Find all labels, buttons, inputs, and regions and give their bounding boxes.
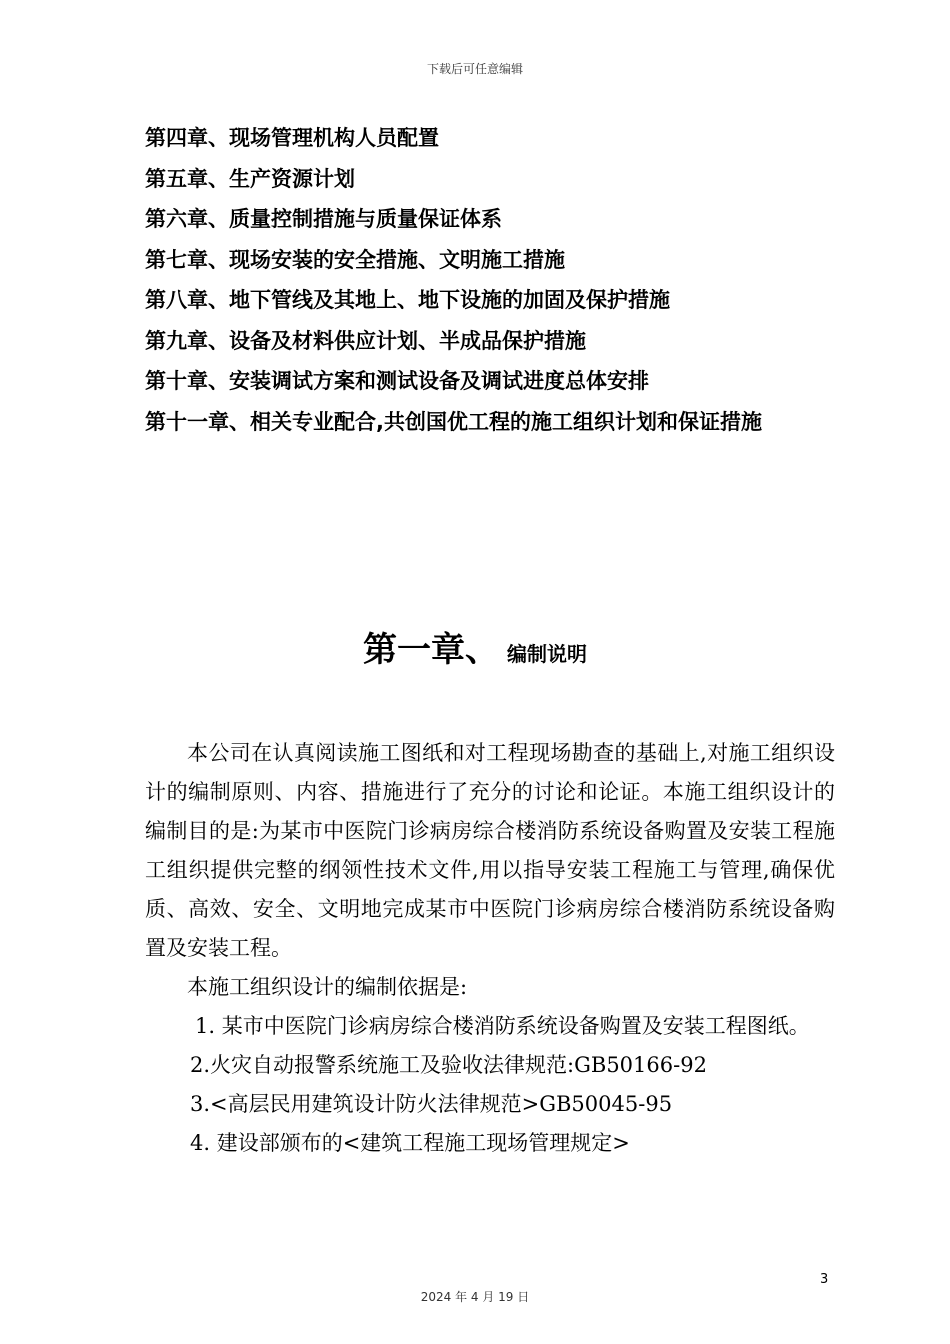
page-header: 下载后可任意编辑	[426, 62, 523, 76]
list-item: 1. 某市中医院门诊病房综合楼消防系统设备购置及安装工程图纸。	[195, 1014, 810, 1038]
list-item: 2.火灾自动报警系统施工及验收法律规范:GB50166-92	[190, 1053, 707, 1077]
chapter-title: 编制说明	[507, 642, 587, 666]
chapter-number: 第一章、	[363, 630, 499, 670]
toc-item: 第九章、设备及材料供应计划、半成品保护措施	[145, 328, 586, 353]
page-number: 3	[820, 1272, 829, 1287]
basis-list	[145, 1007, 835, 1163]
page-footer-date: 2024 年 4 月 19 日	[420, 1290, 530, 1304]
basis-intro: 本施工组织设计的编制依据是:	[187, 975, 468, 999]
list-item: 3.<高层民用建筑设计防火法律规范>GB50045-95	[190, 1092, 673, 1116]
chapter-heading	[0, 622, 950, 671]
list-item: 4. 建设部颁布的<建筑工程施工现场管理规定>	[190, 1131, 630, 1155]
toc-item: 第四章、现场管理机构人员配置	[145, 126, 439, 150]
toc-item: 第十章、安装调试方案和测试设备及调试进度总体安排	[145, 369, 649, 393]
chapter-body	[145, 734, 835, 1163]
toc-item: 第七章、现场安装的安全措施、文明施工措施	[145, 247, 565, 272]
table-of-contents	[145, 118, 865, 442]
toc-item: 第五章、生产资源计划	[145, 166, 355, 191]
toc-item: 第十一章、相关专业配合,共创国优工程的施工组织计划和保证措施	[145, 409, 762, 434]
toc-item: 第八章、地下管线及其地上、地下设施的加固及保护措施	[145, 288, 670, 312]
toc-item: 第六章、质量控制措施与质量保证体系	[145, 207, 502, 231]
intro-paragraph: 本公司在认真阅读施工图纸和对工程现场勘查的基础上,对施工组织设计的编制原则、内容、措施进行了充分的讨论和论证。本施工组织设计的编制目的是:为某市中医院门诊病房综合楼消防系统设备购置及安装工程施工组织提供完整的纲领性技术文件,用以指导安装工程施工与管理,确保优质、高效、安全、文明地完成某市中医院门诊病房综合楼消防系统设备购置及安装工程。	[145, 741, 835, 960]
